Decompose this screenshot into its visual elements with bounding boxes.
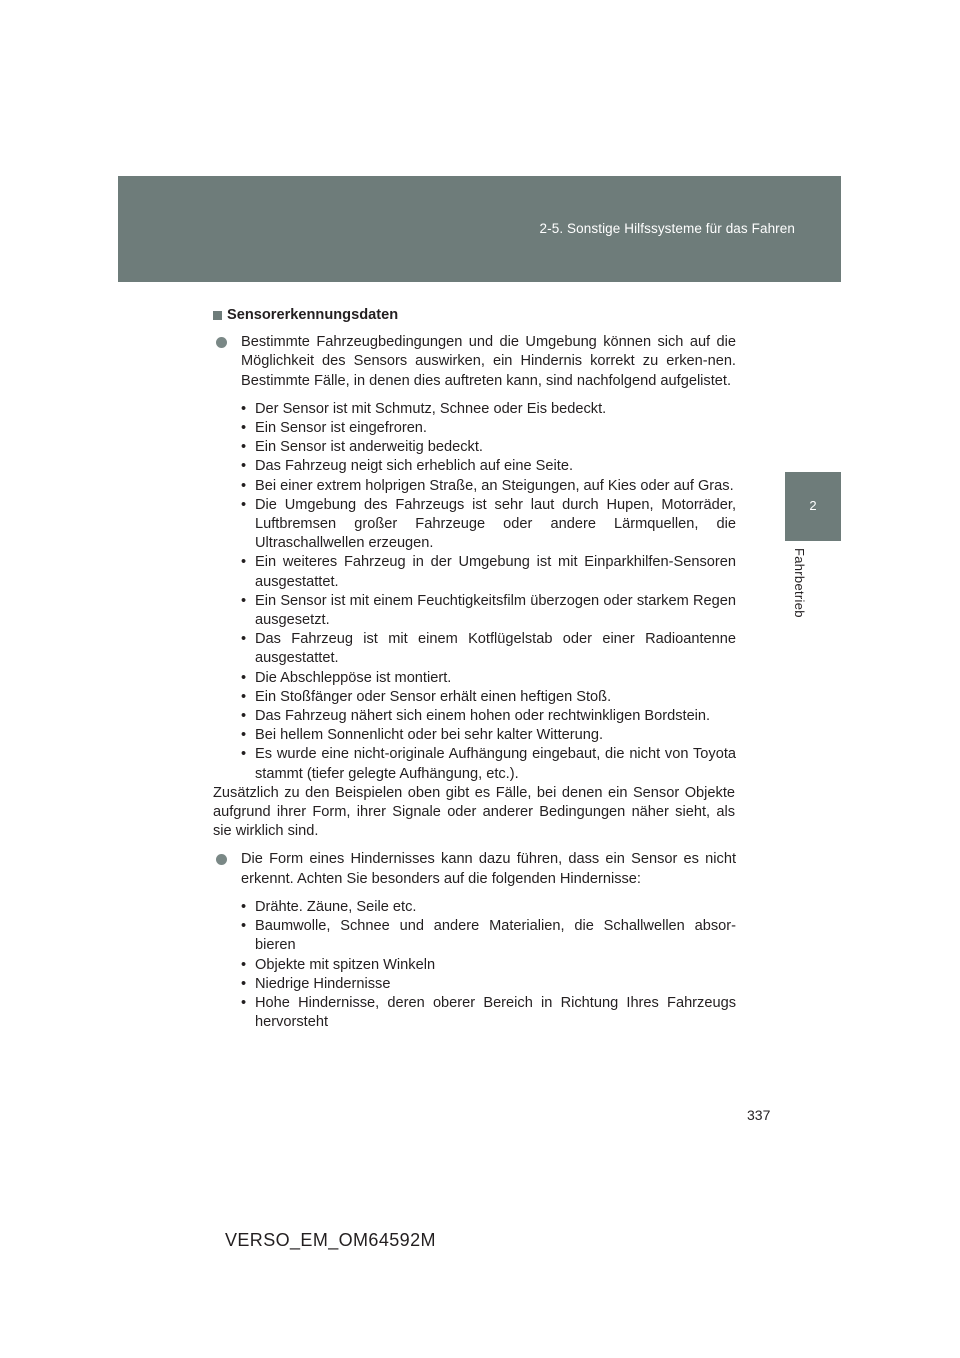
list-item: • Bei einer extrem holprigen Straße, an Steigungen, auf Kies oder auf Gras. bbox=[241, 477, 736, 496]
list-item: • Ein Sensor ist mit einem Feuchtigkeitsfilm überzogen oder starkem Regen ausgesetzt. bbox=[241, 592, 736, 630]
list-item: • Die Umgebung des Fahrzeugs ist sehr laut durch Hupen, Motorräder, Luftbremsen großer Fahrzeuge oder andere Lärmquellen, die Ultraschallwellen erzeugen. bbox=[241, 496, 736, 554]
list-item: • Ein weiteres Fahrzeug in der Umgebung ist mit Einparkhilfen-Sensoren ausgestattet. bbox=[241, 553, 736, 591]
section-heading bbox=[213, 306, 736, 325]
body-text: Zusätzlich zu den Beispielen oben gibt es Fälle, bei denen ein Sensor Objekte aufgrund ihrer Form, ihrer Signale oder anderer Bedingungen näher sieht, als sie wirklich sind. bbox=[213, 784, 735, 840]
paragraph-2-text: Die Form eines Hindernisses kann dazu führen, dass ein Sensor es nicht erkennt. Achten Sie besonders auf die folgenden Hindernisse: bbox=[241, 851, 736, 887]
list-item: • Hohe Hindernisse, deren oberer Bereich in Richtung Ihres Fahrzeugs hervorsteht bbox=[241, 994, 736, 1032]
condition-list bbox=[241, 400, 736, 784]
heading-text: Sensorerkennungsdaten bbox=[227, 307, 399, 323]
paragraph-1 bbox=[229, 333, 736, 391]
section-title: 2-5. Sonstige Hilfssysteme für das Fahren bbox=[539, 221, 795, 236]
list-item: • Ein Stoßfänger oder Sensor erhält einen heftigen Stoß. bbox=[241, 688, 736, 707]
document-id: VERSO_EM_OM64592M bbox=[225, 1230, 436, 1250]
chapter-label: Fahrbetrieb bbox=[792, 548, 807, 618]
list-item: • Objekte mit spitzen Winkeln bbox=[241, 956, 736, 975]
main-content bbox=[213, 306, 736, 1032]
square-bullet-icon bbox=[213, 311, 222, 320]
circle-bullet-icon bbox=[216, 854, 227, 865]
list-item: • Das Fahrzeug ist mit einem Kotflügelstab oder einer Radioantenne ausgestattet. bbox=[241, 630, 736, 668]
chapter-tab bbox=[785, 472, 841, 541]
list-item: • Das Fahrzeug neigt sich erheblich auf eine Seite. bbox=[241, 457, 736, 476]
header-band bbox=[118, 176, 841, 282]
list-item: • Der Sensor ist mit Schmutz, Schnee oder Eis bedeckt. bbox=[241, 400, 736, 419]
obstacle-list bbox=[241, 898, 736, 1032]
page-number: 337 bbox=[747, 1107, 771, 1123]
list-item: • Das Fahrzeug nähert sich einem hohen oder rechtwinkligen Bordstein. bbox=[241, 707, 736, 726]
list-item: • Ein Sensor ist eingefroren. bbox=[241, 419, 736, 438]
list-item: • Bei hellem Sonnenlicht oder bei sehr kalter Witterung. bbox=[241, 726, 736, 745]
chapter-number: 2 bbox=[809, 498, 817, 513]
list-item: • Baumwolle, Schnee und andere Materialien, die Schallwellen absor-bieren bbox=[241, 917, 736, 955]
paragraph-1-text: Bestimmte Fahrzeugbedingungen und die Umgebung können sich auf die Möglichkeit des Sensors auswirken, ein Hindernis korrekt zu erken-nen. Bestimmte Fälle, in denen dies auftreten kann, sind nachfolgend aufgelistet. bbox=[241, 334, 736, 389]
list-item: • Drähte. Zäune, Seile etc. bbox=[241, 898, 736, 917]
list-item: • Ein Sensor ist anderweitig bedeckt. bbox=[241, 438, 736, 457]
paragraph-2 bbox=[229, 850, 736, 888]
list-item: • Es wurde eine nicht-originale Aufhängung eingebaut, die nicht von Toyota stammt (tiefer gelegte Aufhängung, etc.). bbox=[241, 745, 736, 783]
list-item: • Niedrige Hindernisse bbox=[241, 975, 736, 994]
circle-bullet-icon bbox=[216, 337, 227, 348]
list-item: • Die Abschleppöse ist montiert. bbox=[241, 669, 736, 688]
